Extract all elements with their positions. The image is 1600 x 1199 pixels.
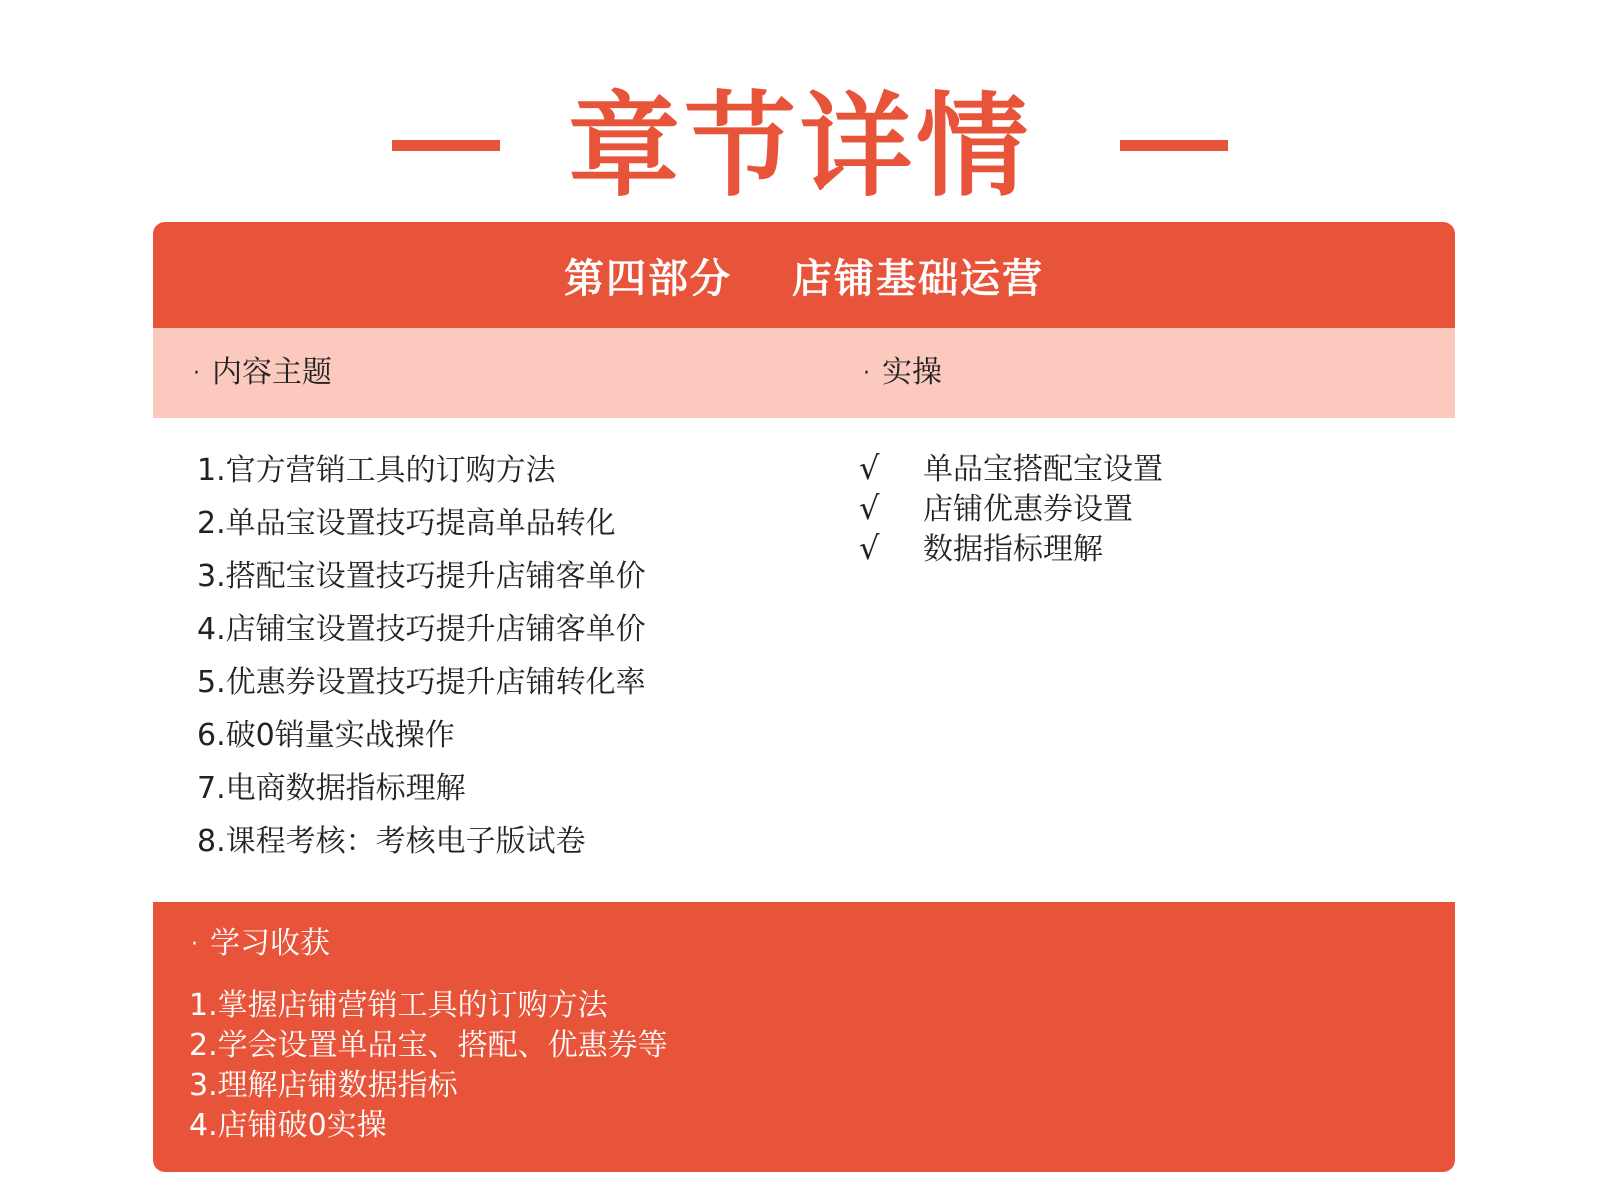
practice-item bbox=[859, 448, 1163, 488]
section-subheader bbox=[153, 328, 1455, 418]
gains-label: 学习收获 bbox=[210, 926, 330, 961]
gain-item: 1.掌握店铺营销工具的订购方法 bbox=[189, 988, 608, 1023]
card-header bbox=[153, 222, 1455, 328]
gains-list bbox=[189, 986, 668, 1146]
topic-item: 1.官方营销工具的订购方法 bbox=[197, 453, 556, 488]
content-topics-heading bbox=[193, 328, 332, 418]
gain-item: 2.学会设置单品宝、搭配、优惠券等 bbox=[189, 1028, 668, 1063]
practice-item bbox=[859, 488, 1163, 528]
title-dash-right bbox=[1120, 140, 1228, 151]
chapter-card bbox=[153, 222, 1455, 1172]
bullet-icon: · bbox=[191, 931, 198, 957]
topic-item: 6.破0销量实战操作 bbox=[197, 718, 455, 753]
practice-item-label: 单品宝搭配宝设置 bbox=[923, 452, 1163, 487]
part-label: 第四部分 bbox=[564, 255, 732, 302]
bullet-icon: · bbox=[863, 360, 870, 386]
topic-item: 7.电商数据指标理解 bbox=[197, 771, 466, 806]
learning-gains-section bbox=[153, 902, 1455, 1172]
practice-heading bbox=[863, 328, 942, 418]
gain-item: 3.理解店铺数据指标 bbox=[189, 1068, 458, 1103]
content-topics-label: 内容主题 bbox=[212, 355, 332, 390]
practice-item-label: 数据指标理解 bbox=[923, 532, 1103, 567]
part-name: 店铺基础运营 bbox=[792, 255, 1044, 302]
topic-item: 5.优惠券设置技巧提升店铺转化率 bbox=[197, 665, 646, 700]
gains-heading bbox=[191, 924, 330, 965]
practice-label: 实操 bbox=[882, 355, 942, 390]
topic-item: 8.课程考核：考核电子版试卷 bbox=[197, 824, 586, 859]
page-title: 章节详情 bbox=[568, 82, 1032, 212]
check-icon: √ bbox=[859, 449, 880, 487]
topic-item: 3.搭配宝设置技巧提升店铺客单价 bbox=[197, 559, 646, 594]
bullet-icon: · bbox=[193, 360, 200, 386]
content-area bbox=[153, 418, 1455, 902]
practice-list bbox=[859, 448, 1163, 568]
gain-item: 4.店铺破0实操 bbox=[189, 1108, 387, 1143]
practice-item-label: 店铺优惠券设置 bbox=[923, 492, 1133, 527]
topics-list bbox=[197, 444, 646, 868]
practice-item bbox=[859, 528, 1163, 568]
check-icon: √ bbox=[859, 529, 880, 567]
title-row bbox=[0, 40, 1600, 212]
title-dash-left bbox=[392, 140, 500, 151]
topic-item: 4.店铺宝设置技巧提升店铺客单价 bbox=[197, 612, 646, 647]
check-icon: √ bbox=[859, 489, 880, 527]
topic-item: 2.单品宝设置技巧提高单品转化 bbox=[197, 506, 616, 541]
